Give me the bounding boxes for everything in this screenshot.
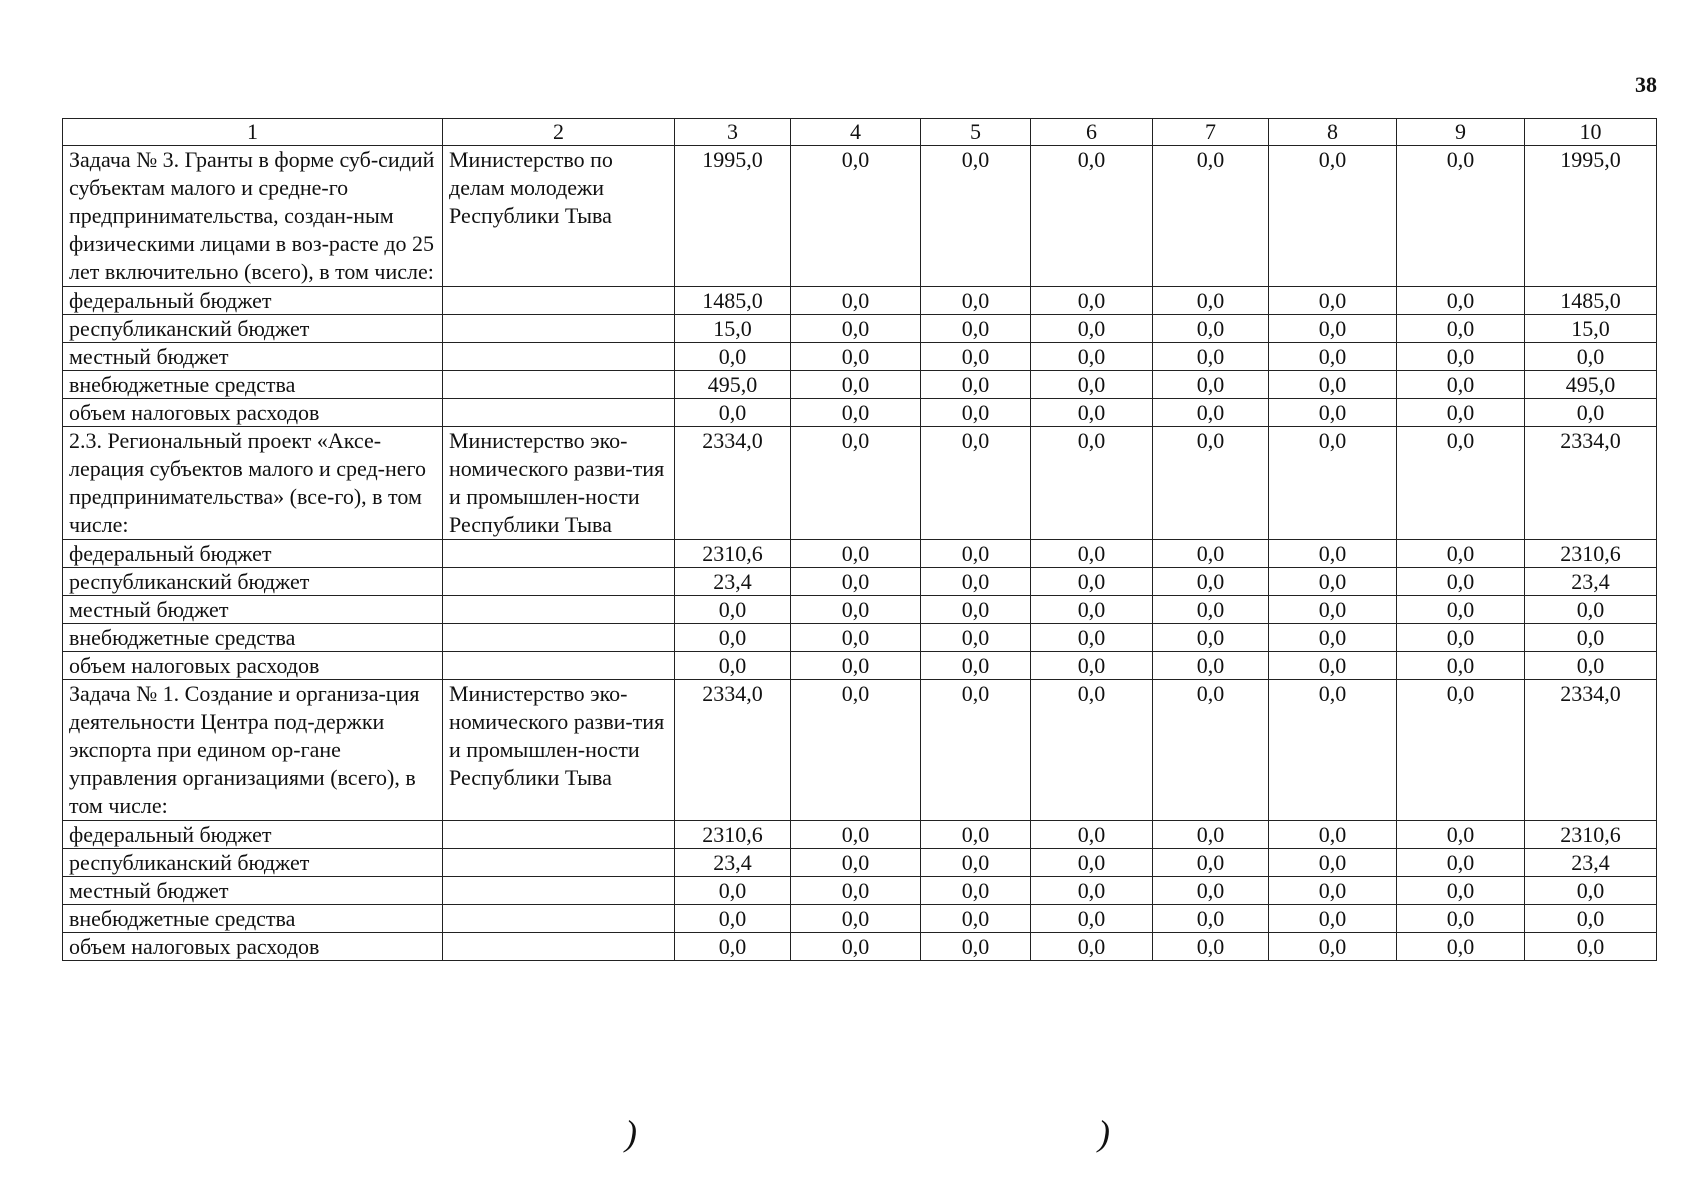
value-cell: 495,0: [1525, 371, 1657, 399]
task-row: [63, 680, 1657, 821]
row-executor: Министерство по делам молодежи Республики Тыва: [443, 146, 675, 287]
value-cell: 0,0: [791, 849, 921, 877]
value-cell: 0,0: [1153, 427, 1269, 540]
value-cell: 0,0: [1031, 624, 1153, 652]
value-cell: 0,0: [1397, 596, 1525, 624]
value-cell: 0,0: [791, 596, 921, 624]
value-cell: 1995,0: [675, 146, 791, 287]
row-name: объем налоговых расходов: [63, 652, 443, 680]
value-cell: 0,0: [791, 540, 921, 568]
value-cell: 0,0: [1269, 877, 1397, 905]
value-cell: 0,0: [1031, 596, 1153, 624]
column-header: 3: [675, 119, 791, 146]
row-name: 2.3. Региональный проект «Аксе-лерация субъектов малого и сред-него предпринимательства» (все-го), в том числе:: [63, 427, 443, 540]
row-name: Задача № 1. Создание и организа-ция деятельности Центра под-держки экспорта при едином ор-гане управления организациями (всего), в том числе:: [63, 680, 443, 821]
value-cell: 0,0: [791, 287, 921, 315]
budget-source-row: [63, 343, 1657, 371]
budget-source-row: [63, 933, 1657, 961]
value-cell: 0,0: [921, 624, 1031, 652]
value-cell: 23,4: [1525, 568, 1657, 596]
value-cell: 0,0: [1031, 680, 1153, 821]
value-cell: 0,0: [791, 427, 921, 540]
row-executor: [443, 821, 675, 849]
budget-source-row: [63, 287, 1657, 315]
value-cell: 0,0: [921, 905, 1031, 933]
value-cell: 0,0: [921, 596, 1031, 624]
value-cell: 0,0: [1031, 315, 1153, 343]
value-cell: 0,0: [1031, 905, 1153, 933]
value-cell: 0,0: [791, 371, 921, 399]
value-cell: 0,0: [1269, 315, 1397, 343]
value-cell: 0,0: [675, 905, 791, 933]
value-cell: 2310,6: [1525, 821, 1657, 849]
budget-source-row: [63, 877, 1657, 905]
task-row: [63, 146, 1657, 287]
budget-source-row: [63, 371, 1657, 399]
value-cell: 0,0: [791, 680, 921, 821]
budget-source-row: [63, 905, 1657, 933]
value-cell: 0,0: [1525, 343, 1657, 371]
value-cell: 0,0: [1397, 877, 1525, 905]
row-executor: [443, 596, 675, 624]
value-cell: 0,0: [1269, 287, 1397, 315]
value-cell: 0,0: [1397, 933, 1525, 961]
value-cell: 0,0: [1269, 343, 1397, 371]
column-header: 1: [63, 119, 443, 146]
page-number: 38: [1635, 72, 1657, 97]
row-name: местный бюджет: [63, 877, 443, 905]
value-cell: 0,0: [1269, 540, 1397, 568]
row-name: местный бюджет: [63, 596, 443, 624]
budget-source-row: [63, 568, 1657, 596]
row-name: республиканский бюджет: [63, 568, 443, 596]
value-cell: 0,0: [1397, 821, 1525, 849]
value-cell: 0,0: [921, 343, 1031, 371]
value-cell: 0,0: [1153, 315, 1269, 343]
value-cell: 2310,6: [675, 540, 791, 568]
value-cell: 0,0: [675, 652, 791, 680]
value-cell: 495,0: [675, 371, 791, 399]
value-cell: 0,0: [791, 399, 921, 427]
value-cell: 0,0: [675, 933, 791, 961]
row-name: внебюджетные средства: [63, 371, 443, 399]
budget-source-row: [63, 624, 1657, 652]
value-cell: 0,0: [1269, 399, 1397, 427]
value-cell: 0,0: [1397, 427, 1525, 540]
value-cell: 0,0: [1153, 680, 1269, 821]
row-name: федеральный бюджет: [63, 287, 443, 315]
value-cell: 0,0: [1031, 146, 1153, 287]
value-cell: 0,0: [1031, 399, 1153, 427]
row-executor: [443, 624, 675, 652]
value-cell: 0,0: [1153, 624, 1269, 652]
row-executor: Министерство эко-номического разви-тия и промышлен-ности Республики Тыва: [443, 427, 675, 540]
value-cell: 0,0: [1153, 287, 1269, 315]
value-cell: 0,0: [1397, 680, 1525, 821]
value-cell: 0,0: [1269, 652, 1397, 680]
footer-mark: ): [1098, 1113, 1110, 1153]
value-cell: 0,0: [1525, 624, 1657, 652]
table-body: [63, 146, 1657, 961]
row-name: республиканский бюджет: [63, 315, 443, 343]
value-cell: 0,0: [1031, 933, 1153, 961]
row-name: республиканский бюджет: [63, 849, 443, 877]
value-cell: 0,0: [1397, 371, 1525, 399]
budget-source-row: [63, 399, 1657, 427]
header-row: [63, 119, 1657, 146]
row-executor: [443, 905, 675, 933]
row-executor: Министерство эко-номического разви-тия и промышлен-ности Республики Тыва: [443, 680, 675, 821]
row-name: объем налоговых расходов: [63, 399, 443, 427]
value-cell: 0,0: [1153, 596, 1269, 624]
column-header: 6: [1031, 119, 1153, 146]
budget-source-row: [63, 652, 1657, 680]
value-cell: 0,0: [1269, 568, 1397, 596]
value-cell: 23,4: [675, 849, 791, 877]
value-cell: 0,0: [1031, 427, 1153, 540]
value-cell: 2334,0: [1525, 427, 1657, 540]
value-cell: 0,0: [1031, 371, 1153, 399]
value-cell: 0,0: [791, 933, 921, 961]
value-cell: 0,0: [921, 933, 1031, 961]
value-cell: 0,0: [921, 877, 1031, 905]
value-cell: 0,0: [921, 371, 1031, 399]
value-cell: 0,0: [791, 821, 921, 849]
row-name: федеральный бюджет: [63, 540, 443, 568]
value-cell: 0,0: [1525, 933, 1657, 961]
value-cell: 0,0: [1525, 877, 1657, 905]
value-cell: 0,0: [921, 849, 1031, 877]
value-cell: 1485,0: [675, 287, 791, 315]
value-cell: 0,0: [791, 905, 921, 933]
value-cell: 0,0: [675, 624, 791, 652]
row-name: местный бюджет: [63, 343, 443, 371]
value-cell: 0,0: [791, 624, 921, 652]
value-cell: 0,0: [1153, 343, 1269, 371]
value-cell: 0,0: [1525, 652, 1657, 680]
value-cell: 0,0: [1269, 821, 1397, 849]
value-cell: 0,0: [1269, 427, 1397, 540]
value-cell: 0,0: [1153, 540, 1269, 568]
value-cell: 23,4: [1525, 849, 1657, 877]
row-executor: [443, 371, 675, 399]
row-name: внебюджетные средства: [63, 905, 443, 933]
row-executor: [443, 315, 675, 343]
row-name: Задача № 3. Гранты в форме суб-сидий субъектам малого и средне-го предпринимательства, создан-ным физическими лицами в воз-расте до 25 лет включительно (всего), в том числе:: [63, 146, 443, 287]
value-cell: 0,0: [921, 315, 1031, 343]
value-cell: 0,0: [1031, 343, 1153, 371]
value-cell: 0,0: [1153, 821, 1269, 849]
task-row: [63, 427, 1657, 540]
value-cell: 0,0: [1525, 399, 1657, 427]
column-header: 7: [1153, 119, 1269, 146]
value-cell: 1995,0: [1525, 146, 1657, 287]
value-cell: 0,0: [1397, 343, 1525, 371]
footer-mark: ): [625, 1113, 637, 1153]
row-executor: [443, 540, 675, 568]
value-cell: 0,0: [675, 877, 791, 905]
value-cell: 2334,0: [1525, 680, 1657, 821]
value-cell: 0,0: [1397, 146, 1525, 287]
row-executor: [443, 343, 675, 371]
value-cell: 0,0: [675, 343, 791, 371]
value-cell: 0,0: [791, 652, 921, 680]
value-cell: 0,0: [1269, 849, 1397, 877]
value-cell: 0,0: [1153, 877, 1269, 905]
value-cell: 0,0: [1525, 596, 1657, 624]
value-cell: 0,0: [921, 427, 1031, 540]
value-cell: 0,0: [675, 399, 791, 427]
value-cell: 23,4: [675, 568, 791, 596]
column-header: 10: [1525, 119, 1657, 146]
value-cell: 0,0: [791, 315, 921, 343]
value-cell: 15,0: [1525, 315, 1657, 343]
budget-source-row: [63, 315, 1657, 343]
value-cell: 0,0: [1153, 399, 1269, 427]
value-cell: 0,0: [791, 877, 921, 905]
value-cell: 2310,6: [675, 821, 791, 849]
value-cell: 0,0: [921, 821, 1031, 849]
budget-source-row: [63, 596, 1657, 624]
value-cell: 0,0: [1269, 146, 1397, 287]
value-cell: 0,0: [791, 568, 921, 596]
value-cell: 0,0: [1153, 371, 1269, 399]
row-name: объем налоговых расходов: [63, 933, 443, 961]
value-cell: 0,0: [1397, 624, 1525, 652]
row-executor: [443, 652, 675, 680]
value-cell: 0,0: [1397, 905, 1525, 933]
row-name: федеральный бюджет: [63, 821, 443, 849]
value-cell: 0,0: [921, 568, 1031, 596]
value-cell: 0,0: [1269, 905, 1397, 933]
value-cell: 0,0: [921, 287, 1031, 315]
column-header: 4: [791, 119, 921, 146]
value-cell: 2334,0: [675, 427, 791, 540]
value-cell: 0,0: [1397, 540, 1525, 568]
value-cell: 0,0: [1397, 652, 1525, 680]
value-cell: 0,0: [1397, 568, 1525, 596]
value-cell: 0,0: [921, 680, 1031, 821]
value-cell: 0,0: [921, 652, 1031, 680]
value-cell: 0,0: [1031, 540, 1153, 568]
budget-table: [62, 118, 1657, 961]
value-cell: 0,0: [675, 596, 791, 624]
value-cell: 0,0: [1031, 652, 1153, 680]
column-header: 2: [443, 119, 675, 146]
value-cell: 0,0: [1153, 905, 1269, 933]
value-cell: 0,0: [1397, 849, 1525, 877]
value-cell: 0,0: [1269, 624, 1397, 652]
value-cell: 0,0: [921, 146, 1031, 287]
value-cell: 0,0: [1031, 568, 1153, 596]
value-cell: 0,0: [1153, 568, 1269, 596]
value-cell: 0,0: [791, 343, 921, 371]
value-cell: 0,0: [1153, 146, 1269, 287]
budget-source-row: [63, 540, 1657, 568]
value-cell: 0,0: [1031, 849, 1153, 877]
value-cell: 2334,0: [675, 680, 791, 821]
row-executor: [443, 568, 675, 596]
value-cell: 0,0: [791, 146, 921, 287]
value-cell: 0,0: [1153, 652, 1269, 680]
value-cell: 15,0: [675, 315, 791, 343]
row-executor: [443, 933, 675, 961]
row-executor: [443, 849, 675, 877]
value-cell: 0,0: [1269, 680, 1397, 821]
value-cell: 2310,6: [1525, 540, 1657, 568]
value-cell: 0,0: [921, 399, 1031, 427]
value-cell: 1485,0: [1525, 287, 1657, 315]
value-cell: 0,0: [1269, 933, 1397, 961]
budget-source-row: [63, 849, 1657, 877]
column-header: 5: [921, 119, 1031, 146]
value-cell: 0,0: [1031, 877, 1153, 905]
value-cell: 0,0: [921, 540, 1031, 568]
value-cell: 0,0: [1397, 315, 1525, 343]
value-cell: 0,0: [1031, 287, 1153, 315]
row-executor: [443, 287, 675, 315]
row-name: внебюджетные средства: [63, 624, 443, 652]
value-cell: 0,0: [1525, 905, 1657, 933]
value-cell: 0,0: [1397, 399, 1525, 427]
value-cell: 0,0: [1031, 821, 1153, 849]
value-cell: 0,0: [1397, 287, 1525, 315]
value-cell: 0,0: [1153, 849, 1269, 877]
column-header: 8: [1269, 119, 1397, 146]
row-executor: [443, 399, 675, 427]
column-header: 9: [1397, 119, 1525, 146]
value-cell: 0,0: [1269, 371, 1397, 399]
value-cell: 0,0: [1269, 596, 1397, 624]
row-executor: [443, 877, 675, 905]
budget-source-row: [63, 821, 1657, 849]
value-cell: 0,0: [1153, 933, 1269, 961]
